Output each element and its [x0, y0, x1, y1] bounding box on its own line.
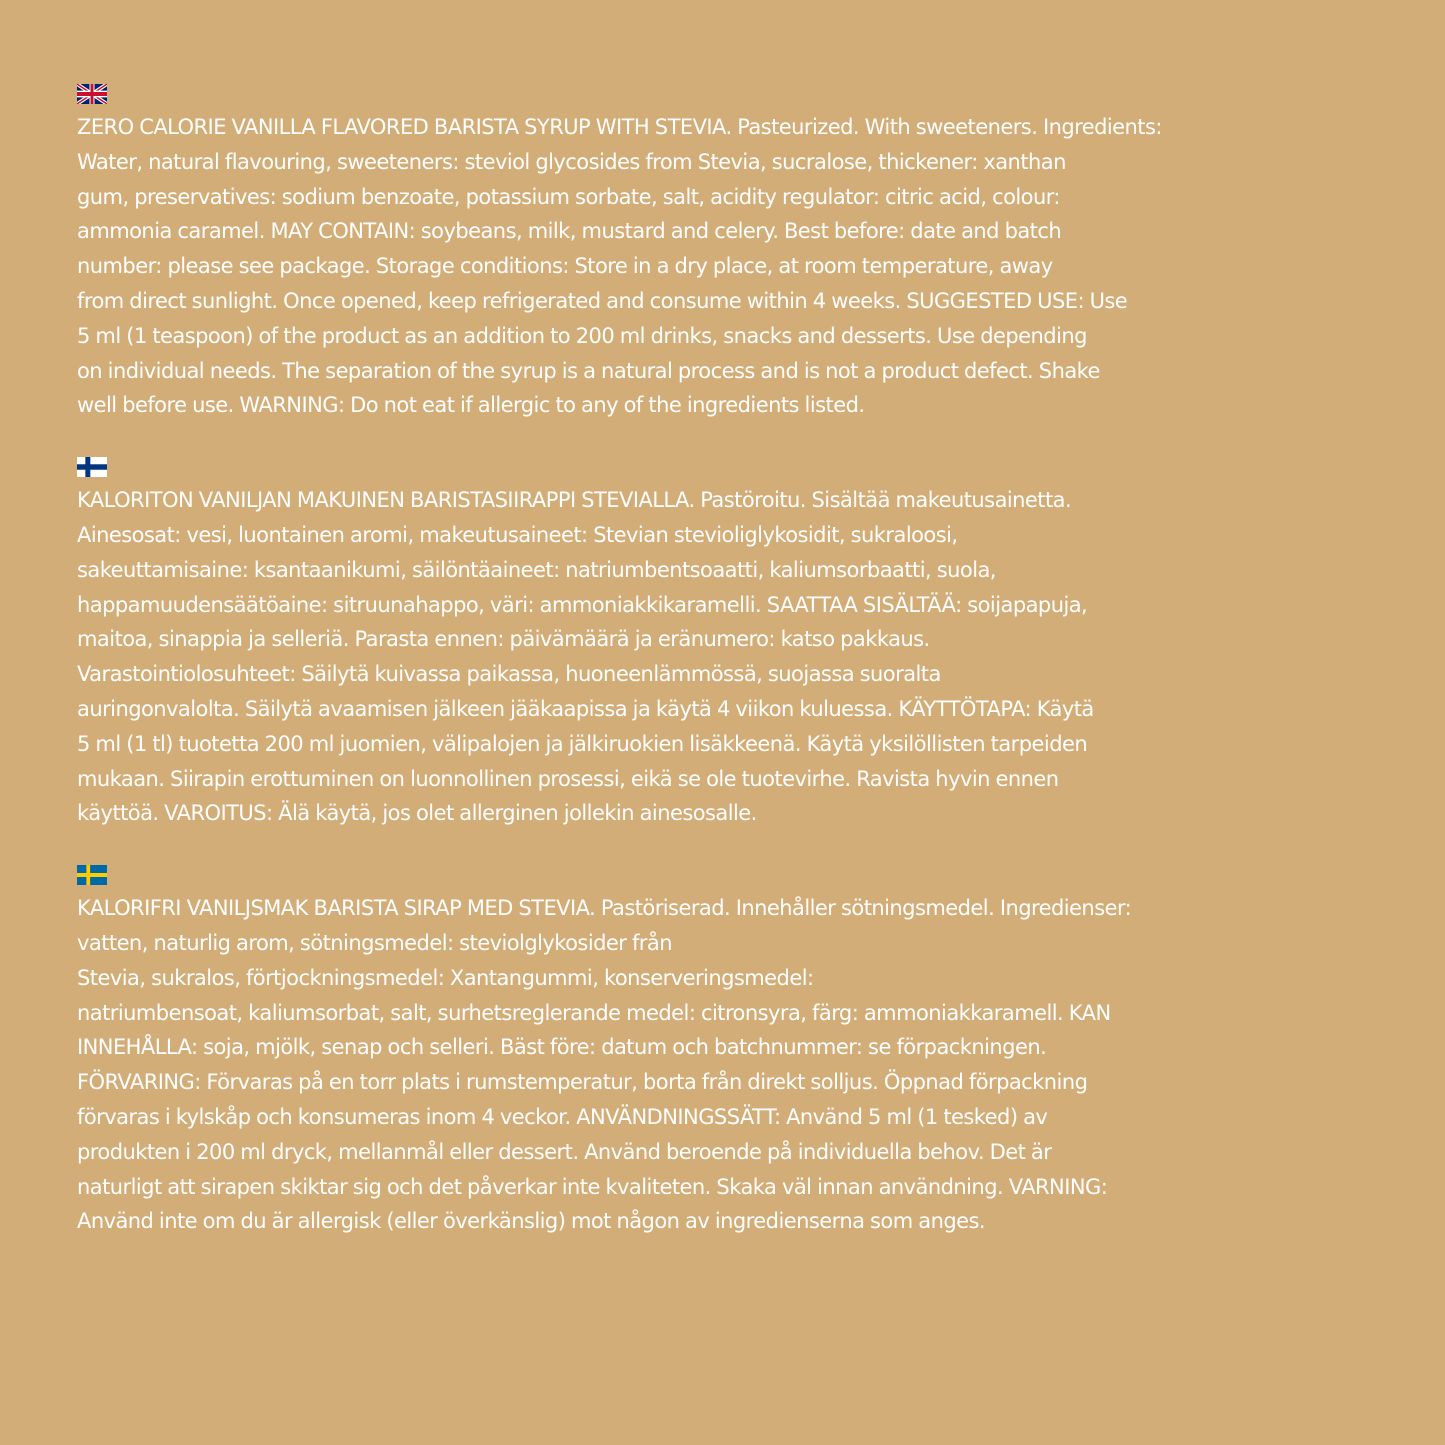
text-line: FÖRVARING: Förvaras på en torr plats i rumstemperatur, borta från direkt solljus. Öppnad förpackning — [77, 1070, 1088, 1095]
text-line: well before use. WARNING: Do not eat if allergic to any of the ingredients listed. — [77, 393, 865, 418]
ingredients-label — [77, 84, 1377, 1239]
sweden-flag-icon — [77, 865, 107, 885]
english-section — [77, 84, 1377, 423]
text-line: Använd inte om du är allergisk (eller överkänslig) mot någon av ingredienserna som anges. — [77, 1209, 985, 1234]
text-line: produkten i 200 ml dryck, mellanmål eller dessert. Använd beroende på individuella behov. Det är — [77, 1139, 1052, 1164]
text-line: from direct sunlight. Once opened, keep refrigerated and consume within 4 weeks. SUGGESTED USE: Use — [77, 288, 1128, 313]
text-line: maitoa, sinappia ja selleriä. Parasta ennen: päivämäärä ja eränumero: katso pakkaus. — [77, 627, 930, 652]
text-line: sakeuttamisaine: ksantaanikumi, säilöntäaineet: natriumbentsoaatti, kaliumsorbaatti, suola, — [77, 557, 996, 582]
text-line: on individual needs. The separation of the syrup is a natural process and is not a product defect. Shake — [77, 358, 1100, 383]
uk-flag-icon — [77, 84, 107, 104]
text-line: Water, natural flavouring, sweeteners: steviol glycosides from Stevia, sucralose, thickener: xanthan — [77, 149, 1066, 174]
text-line: Ainesosat: vesi, luontainen aromi, makeutusaineet: Stevian stevioliglykosidit, sukraloosi, — [77, 522, 958, 547]
text-line: 5 ml (1 tl) tuotetta 200 ml juomien, välipalojen ja jälkiruokien lisäkkeenä. Käytä yksilöllisten tarpeiden — [77, 731, 1088, 756]
text-line: mukaan. Siirapin erottuminen on luonnollinen prosessi, eikä se ole tuotevirhe. Ravista hyvin ennen — [77, 766, 1059, 791]
text-line: Stevia, sukralos, förtjockningsmedel: Xantangummi, konserveringsmedel: — [77, 965, 814, 990]
finnish-label-text — [77, 483, 1377, 831]
text-line: number: please see package. Storage conditions: Store in a dry place, at room temperature, away — [77, 254, 1053, 279]
text-line: vatten, naturlig arom, sötningsmedel: steviolglykosider från — [77, 930, 672, 955]
text-line: käyttöä. VAROITUS: Älä käytä, jos olet allerginen jollekin ainesosalle. — [77, 801, 757, 826]
text-line: KALORIFRI VANILJSMAK BARISTA SIRAP MED STEVIA. Pastöriserad. Innehåller sötningsmedel. Ingredienser: — [77, 896, 1132, 921]
text-line: Varastointiolosuhteet: Säilytä kuivassa paikassa, huoneenlämmössä, suojassa suoralta — [77, 662, 941, 687]
swedish-label-text — [77, 891, 1377, 1239]
text-line: happamuudensäätöaine: sitruunahappo, väri: ammoniakkikaramelli. SAATTAA SISÄLTÄÄ: soijapapuja, — [77, 592, 1088, 617]
finland-flag-icon — [77, 457, 107, 477]
text-line: ZERO CALORIE VANILLA FLAVORED BARISTA SYRUP WITH STEVIA. Pasteurized. With sweeteners. Ingredients: — [77, 115, 1162, 139]
text-line: gum, preservatives: sodium benzoate, potassium sorbate, salt, acidity regulator: citric acid, colour: — [77, 184, 1060, 209]
text-line: INNEHÅLLA: soja, mjölk, senap och selleri. Bäst före: datum och batchnummer: se förpackningen. — [77, 1035, 1047, 1060]
text-line: naturligt att sirapen skiktar sig och det påverkar inte kvaliteten. Skaka väl innan användning. VARNING: — [77, 1174, 1108, 1199]
text-line: förvaras i kylskåp och konsumeras inom 4 veckor. ANVÄNDNINGSSÄTT: Använd 5 ml (1 tesked) av — [77, 1104, 1048, 1129]
text-line: KALORITON VANILJAN MAKUINEN BARISTASIIRAPPI STEVIALLA. Pastöroitu. Sisältää makeutusainetta. — [77, 488, 1072, 513]
english-label-text — [77, 110, 1377, 423]
finnish-section — [77, 457, 1377, 831]
text-line: ammonia caramel. MAY CONTAIN: soybeans, milk, mustard and celery. Best before: date and batch — [77, 219, 1062, 244]
text-line: natriumbensoat, kaliumsorbat, salt, surhetsreglerande medel: citronsyra, färg: ammoniakkaramell. KAN — [77, 1000, 1111, 1025]
swedish-section — [77, 865, 1377, 1239]
text-line: auringonvalolta. Säilytä avaamisen jälkeen jääkaapissa ja käytä 4 viikon kuluessa. KÄYTTÖTAPA: Käytä — [77, 696, 1094, 721]
text-line: 5 ml (1 teaspoon) of the product as an addition to 200 ml drinks, snacks and desserts. Use depending — [77, 323, 1087, 348]
